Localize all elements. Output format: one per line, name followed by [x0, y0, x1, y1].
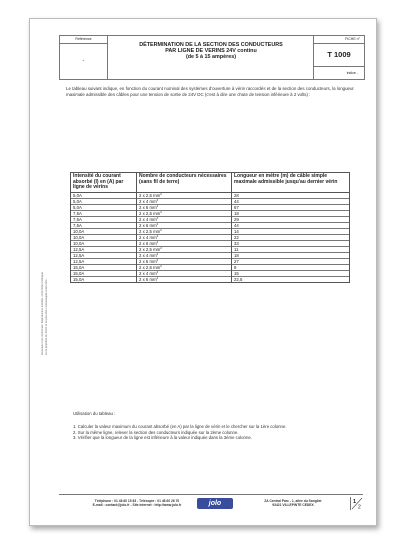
cell-conductors: 2 x 6 $mm^2$ — [137, 222, 232, 228]
table-body — [71, 192, 350, 282]
unit-superscript: 2 — [156, 257, 159, 262]
unit-superscript: 2 — [156, 269, 159, 274]
cell-current: 5,0A — [71, 192, 137, 198]
page-total: 2 — [358, 504, 361, 510]
intro-paragraph: Le tableau suivant indique, en fonction du courant nominal des systèmes d'ouverture à vérin raccordés et de la section des conducteurs, la longueur maximale admissible des câbles pour une tension de sortie de 24V DC (c'est à dire une chute de tension inférieure à 2 volts) : — [66, 86, 354, 97]
footer-address-line: ZA Central Parc - 1, allée du Sanglier — [264, 499, 322, 503]
cell-current: 7,5A — [71, 222, 137, 228]
cell-conductors: 2 x 4 $mm^2$ — [137, 234, 232, 240]
usage-step: 1. Calculer la valeur maximum du courant absorbé (en A) par la ligne de vérin et le chercher sur la 1ère colonne. — [73, 424, 287, 429]
footer-contact-line: Téléphone : 01 48 60 15 83 - Télécopie : 01 48 60 26 70 — [94, 499, 180, 503]
cell-length: 22,5 — [232, 276, 350, 282]
unit-superscript: 2 — [160, 227, 162, 232]
cell-conductors: 2 x 2,5 $mm^2$ — [137, 210, 232, 216]
cell-conductors: 2 x 6 $mm^2$ — [137, 276, 232, 282]
title-line: PAR LIGNE DE VERINS 24V continu — [165, 48, 257, 55]
cell-length: 44 — [232, 222, 350, 228]
cell-conductors: 2 x 4 $mm^2$ — [137, 198, 232, 204]
cell-length: 18 — [232, 210, 350, 216]
cell-current: 15,0A — [71, 264, 137, 270]
cell-length: 67 — [232, 204, 350, 210]
column-header-current: Intensité du courant absorbé (I) en (A) par ligne de vérins — [71, 173, 137, 193]
unit-superscript: 2 — [160, 191, 162, 196]
document-footer — [59, 494, 363, 512]
cell-length: 15 — [232, 270, 350, 276]
cell-length: 33 — [232, 240, 350, 246]
unit-superscript: 2 — [156, 239, 159, 244]
reference-box — [60, 36, 108, 79]
cell-length: 22 — [232, 234, 350, 240]
usage-step: 2. Sur la même ligne, relever la section des conducteurs indiquée sur la 2ème colonne. — [73, 429, 239, 435]
footer-contact — [77, 499, 197, 508]
cell-current: 5,0A — [71, 198, 137, 204]
side-text-line: Document non contractuel. Reproduction interdite. Cette fiche technique — [41, 272, 44, 355]
unit-superscript: 2 — [160, 209, 162, 214]
indice-label: indice - — [346, 71, 358, 75]
cell-length: 27 — [232, 258, 350, 264]
footer-contact-line: E-mail : contact@jolo.fr - Site internet : http://www.jolo.fr — [92, 503, 182, 508]
title-line: (de 5 à 15 ampères) — [185, 54, 237, 61]
cell-conductors: 2 x 6 $mm^2$ — [137, 240, 232, 246]
document-title — [108, 36, 314, 79]
cell-conductors: 2 x 4 $mm^2$ — [137, 270, 232, 276]
usage-steps — [73, 424, 358, 441]
fiche-label: FICHE n° — [314, 36, 364, 44]
cell-current: 10,0A — [71, 234, 137, 240]
table-header-row — [71, 173, 350, 193]
usage-step: 3. Vérifier que la longueur de la ligne est inférieure à la valeur indiquée dans la 3ème colonne. — [73, 435, 252, 441]
page-current: 1 — [353, 499, 357, 505]
table-row — [71, 276, 350, 282]
cell-conductors: 2 x 2,5 $mm^2$ — [137, 192, 232, 198]
column-header-conductors: Nombre de conducteurs nécessaires (sans fil de terre) — [137, 173, 232, 193]
cell-current: 15,0A — [71, 270, 137, 276]
cell-current: 12,5A — [71, 246, 137, 252]
cell-length: 29 — [232, 216, 350, 222]
side-text-line: est la propriété de JOLO et ne peut être communiquée à des tiers. — [45, 278, 48, 355]
cell-length: 11 — [232, 246, 350, 252]
reference-value: - — [82, 58, 85, 64]
cell-current: 5,0A — [71, 204, 137, 210]
title-line: DÉTERMINATION DE LA SECTION DES CONDUCTEURS — [139, 42, 283, 48]
column-header-length: Longueur en mètre (m) de câble simple maximale admissible jusqu'au dernier vérin — [232, 173, 350, 193]
unit-superscript: 2 — [156, 203, 159, 208]
cell-conductors: 2 x 2,5 $mm^2$ — [137, 264, 232, 270]
cell-length: 14 — [232, 228, 350, 234]
cell-conductors: 2 x 4 $mm^2$ — [137, 252, 232, 258]
cable-section-table — [70, 172, 350, 283]
document-header — [59, 35, 365, 80]
cell-current: 10,0A — [71, 228, 137, 234]
fiche-number: T 1009 — [314, 44, 364, 67]
cell-conductors: 2 x 2,5 $mm^2$ — [137, 228, 232, 234]
unit-superscript: 2 — [156, 197, 159, 202]
cell-conductors: 2 x 4 $mm^2$ — [137, 216, 232, 222]
cell-current: 12,5A — [71, 252, 137, 258]
cell-length: 44 — [232, 198, 350, 204]
cell-conductors: 2 x 6 $mm^2$ — [137, 258, 232, 264]
unit-superscript: 2 — [156, 275, 159, 280]
footer-address — [245, 499, 341, 508]
unit-superscript: 2 — [160, 245, 162, 250]
company-logo: jolo — [197, 498, 233, 509]
unit-superscript: 2 — [156, 251, 159, 256]
unit-superscript: 2 — [160, 263, 162, 268]
side-legal-text — [41, 215, 51, 355]
cell-length: 28 — [232, 192, 350, 198]
cell-length: 9 — [232, 264, 350, 270]
cell-current: 7,5A — [71, 216, 137, 222]
cell-conductors: 2 x 2,5 $mm^2$ — [137, 246, 232, 252]
unit-superscript: 2 — [156, 215, 159, 220]
cell-current: 10,0A — [71, 240, 137, 246]
reference-label: Référence — [60, 36, 107, 44]
cell-current: 12,5A — [71, 258, 137, 264]
fiche-box — [313, 36, 364, 79]
unit-superscript: 2 — [156, 233, 159, 238]
page-indicator — [350, 497, 363, 510]
cell-current: 7,5A — [71, 210, 137, 216]
footer-address-line: 93421 VILLEPINTE CEDEX — [272, 503, 314, 508]
cell-length: 18 — [232, 252, 350, 258]
unit-superscript: 2 — [156, 221, 159, 226]
usage-title: Utilisation du tableau : — [73, 411, 116, 416]
cell-conductors: 2 x 6 $mm^2$ — [137, 204, 232, 210]
cell-current: 15,0A — [71, 276, 137, 282]
